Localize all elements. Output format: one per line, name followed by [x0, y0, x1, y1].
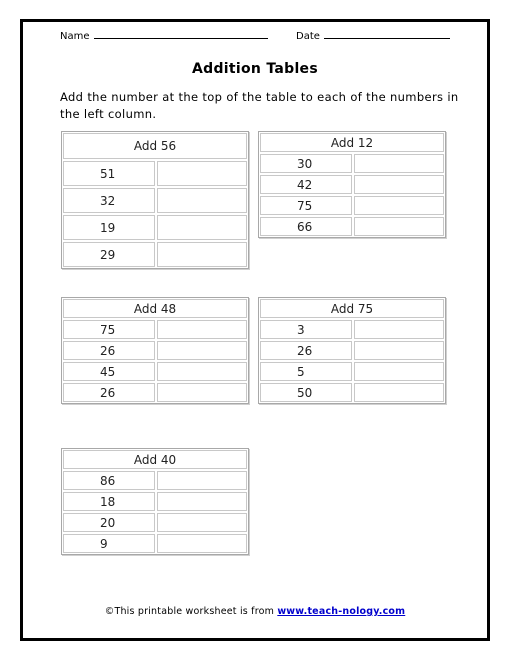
number-cell: 18 [63, 492, 155, 511]
answer-cell[interactable] [354, 217, 444, 236]
answer-cell[interactable] [157, 341, 247, 360]
table-row [259, 195, 445, 216]
answer-cell[interactable] [157, 492, 247, 511]
page-title: Addition Tables [192, 61, 318, 77]
number-cell: 50 [260, 383, 352, 402]
number-cell: 86 [63, 471, 155, 490]
addition-table-48 [61, 297, 249, 404]
name-label: Name [60, 31, 90, 42]
table-heading: Add 56 [63, 133, 247, 159]
table-heading: Add 75 [260, 299, 444, 318]
answer-cell[interactable] [157, 513, 247, 532]
table-row [259, 153, 445, 174]
table-row [62, 533, 248, 554]
table-row [259, 340, 445, 361]
answer-cell[interactable] [354, 196, 444, 215]
number-cell: 26 [63, 383, 155, 402]
number-cell: 32 [63, 188, 155, 213]
footer-text: ©This printable worksheet is from [104, 606, 275, 617]
answer-cell[interactable] [354, 175, 444, 194]
table-row [259, 216, 445, 237]
answer-cell[interactable] [157, 242, 247, 267]
table-row [62, 340, 248, 361]
number-cell: 20 [63, 513, 155, 532]
number-cell: 26 [63, 341, 155, 360]
table-row [62, 382, 248, 403]
table-row [259, 382, 445, 403]
name-blank-line[interactable] [94, 30, 268, 39]
number-cell: 30 [260, 154, 352, 173]
number-cell: 45 [63, 362, 155, 381]
answer-cell[interactable] [354, 341, 444, 360]
table-row [62, 361, 248, 382]
table-row [259, 174, 445, 195]
number-cell: 3 [260, 320, 352, 339]
answer-cell[interactable] [157, 383, 247, 402]
answer-cell[interactable] [354, 362, 444, 381]
addition-table-40 [61, 448, 249, 555]
instructions-text: Add the number at the top of the table to each of the numbers in the left column. [60, 90, 459, 121]
number-cell: 5 [260, 362, 352, 381]
number-cell: 75 [63, 320, 155, 339]
answer-cell[interactable] [157, 188, 247, 213]
number-cell: 75 [260, 196, 352, 215]
table-heading: Add 40 [63, 450, 247, 469]
answer-cell[interactable] [157, 215, 247, 240]
table-row [259, 319, 445, 340]
footer-link[interactable]: www.teach-nology.com [277, 606, 406, 617]
answer-cell[interactable] [354, 154, 444, 173]
table-row [62, 214, 248, 241]
number-cell: 51 [63, 161, 155, 186]
table-row [62, 319, 248, 340]
date-label: Date [296, 31, 320, 42]
table-row [62, 241, 248, 268]
name-field[interactable] [60, 30, 268, 42]
addition-table-56 [61, 131, 249, 269]
table-row [259, 361, 445, 382]
table-heading: Add 48 [63, 299, 247, 318]
table-row [62, 187, 248, 214]
number-cell: 19 [63, 215, 155, 240]
date-blank-line[interactable] [324, 30, 450, 39]
addition-table-12 [258, 131, 446, 238]
table-row [62, 491, 248, 512]
answer-cell[interactable] [157, 320, 247, 339]
footer-credit [0, 606, 510, 617]
answer-cell[interactable] [157, 534, 247, 553]
answer-cell[interactable] [157, 471, 247, 490]
answer-cell[interactable] [354, 383, 444, 402]
addition-table-75 [258, 297, 446, 404]
number-cell: 66 [260, 217, 352, 236]
table-row [62, 512, 248, 533]
answer-cell[interactable] [354, 320, 444, 339]
number-cell: 42 [260, 175, 352, 194]
table-heading: Add 12 [260, 133, 444, 152]
date-field[interactable] [296, 30, 450, 42]
number-cell: 9 [63, 534, 155, 553]
number-cell: 29 [63, 242, 155, 267]
answer-cell[interactable] [157, 161, 247, 186]
answer-cell[interactable] [157, 362, 247, 381]
number-cell: 26 [260, 341, 352, 360]
table-row [62, 160, 248, 187]
table-row [62, 470, 248, 491]
